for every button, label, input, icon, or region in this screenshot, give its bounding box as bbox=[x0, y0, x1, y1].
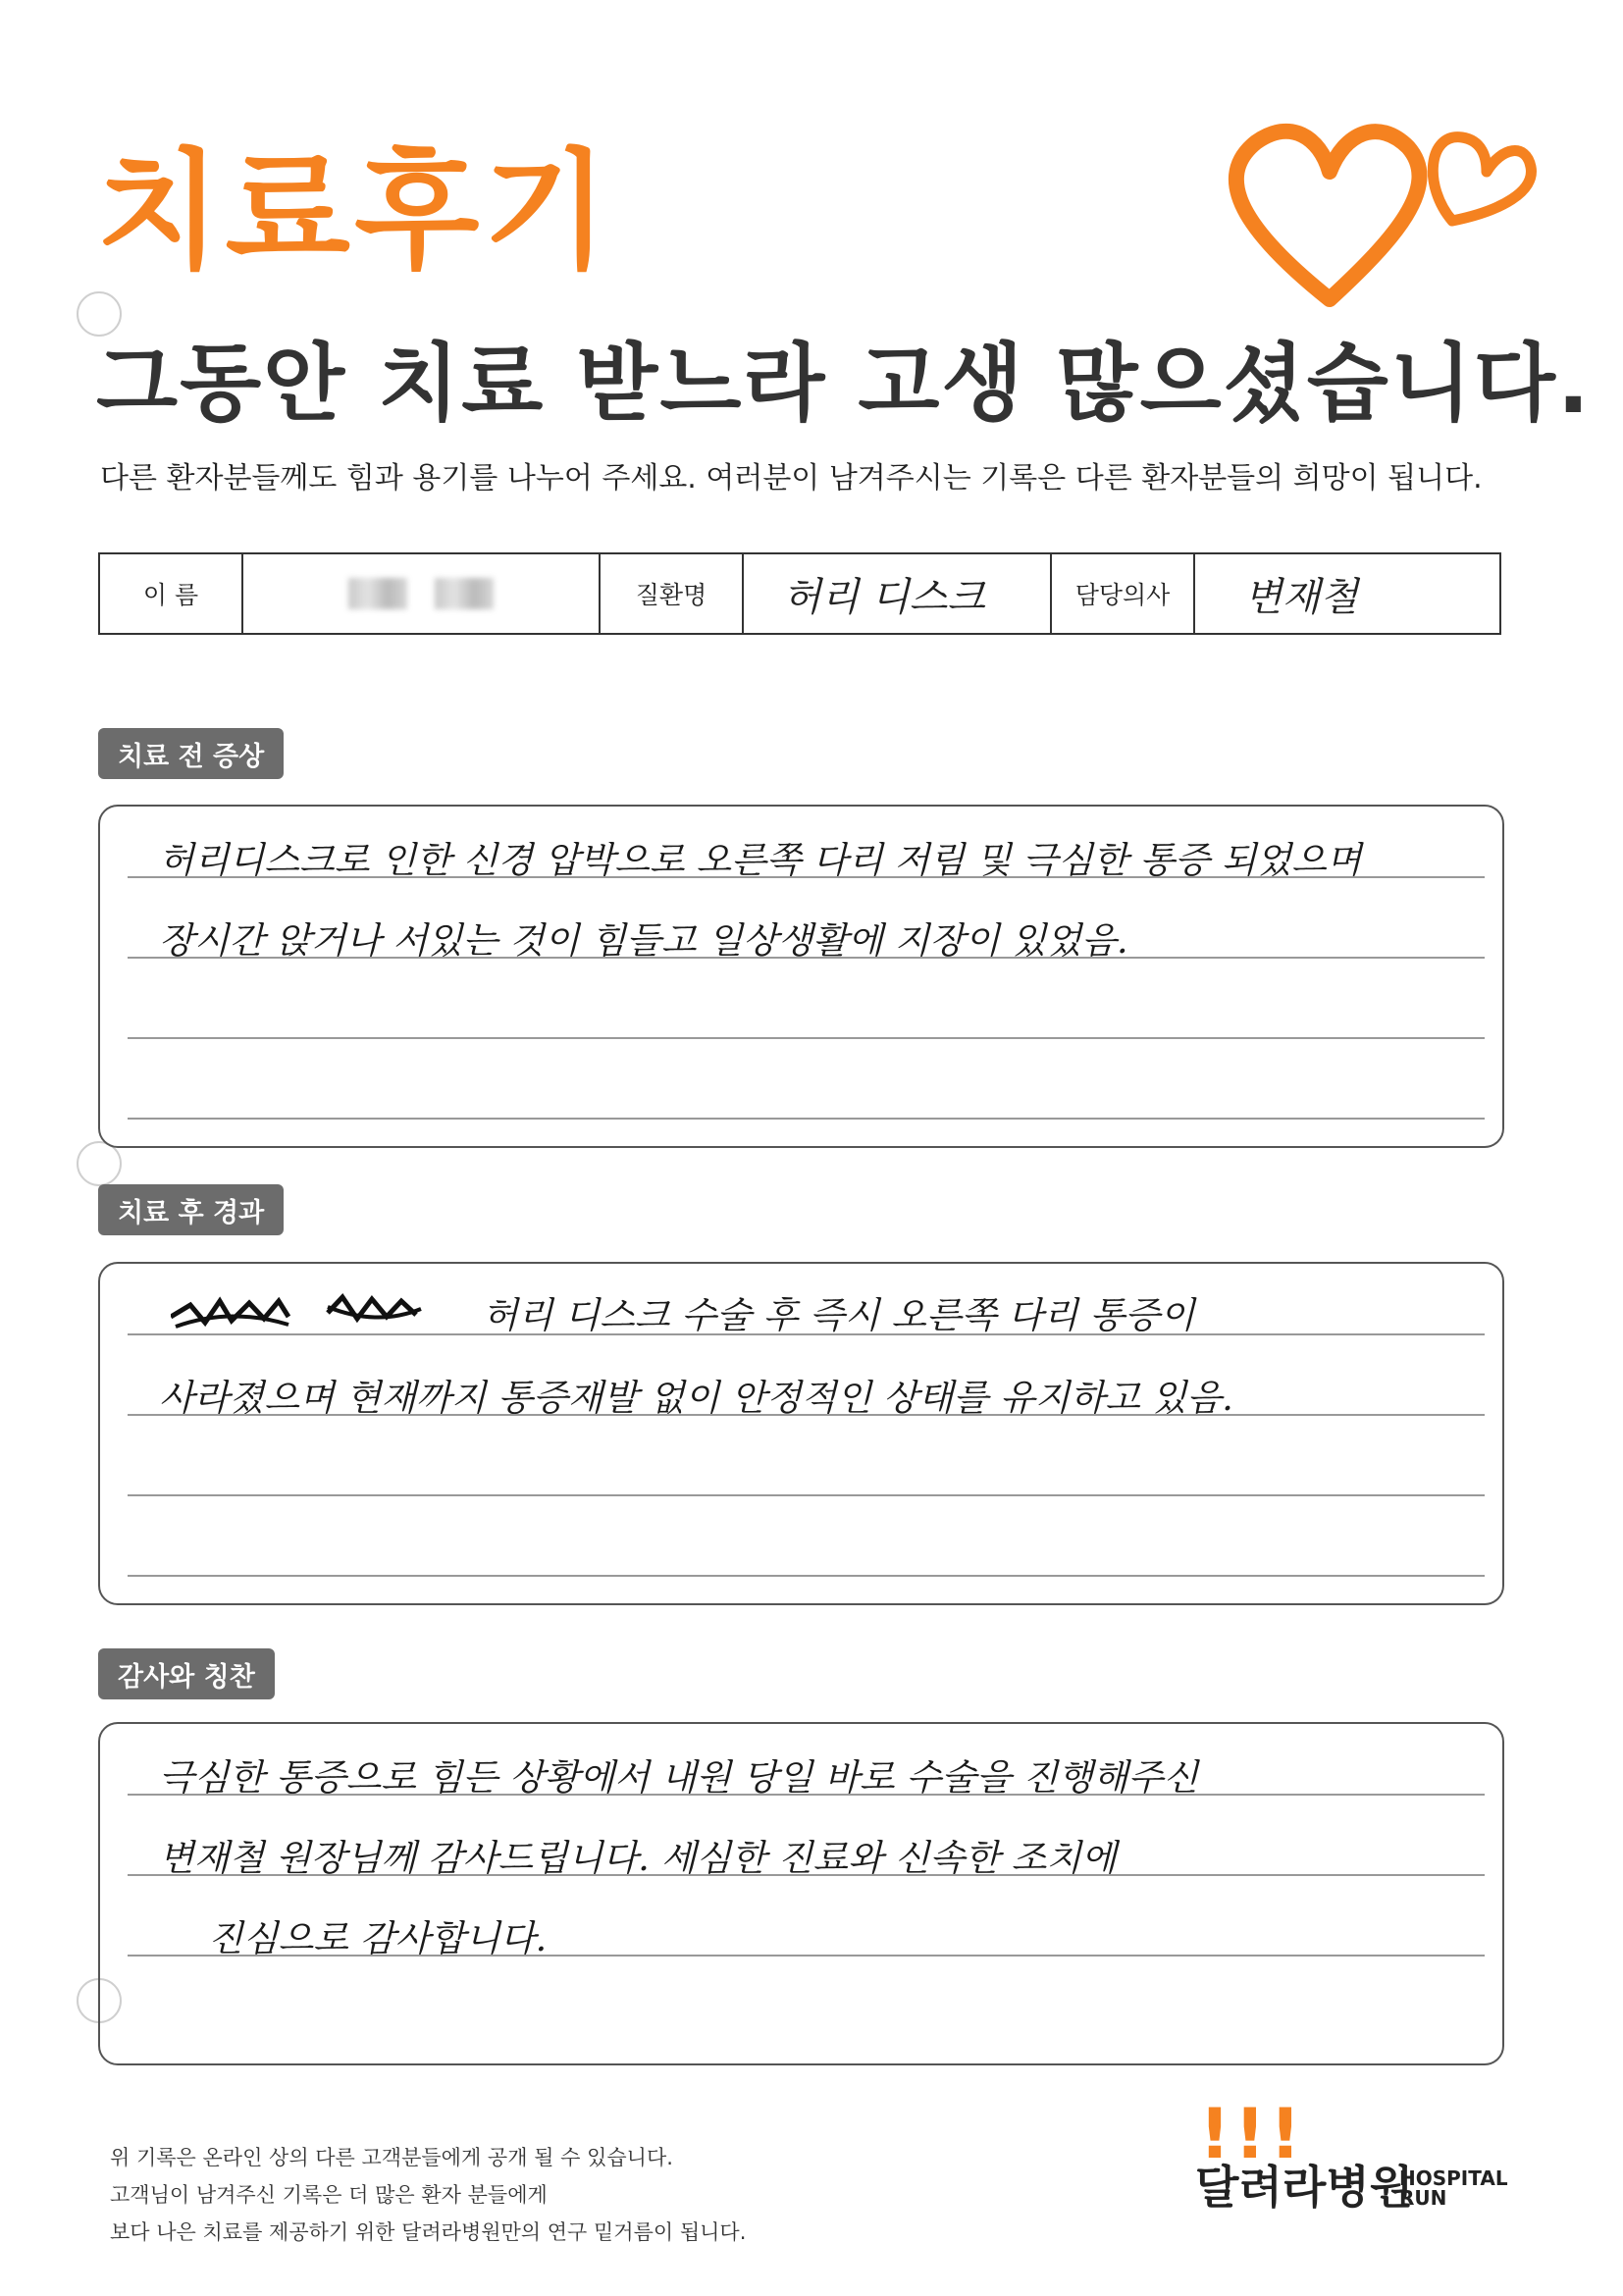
ruled-line bbox=[128, 1333, 1485, 1335]
info-table bbox=[98, 552, 1501, 635]
scribble-strikeout-icon bbox=[171, 1287, 436, 1336]
section-box-thanks bbox=[98, 1722, 1504, 2065]
logo-hospital-name: 달려라병원 bbox=[1195, 2161, 1414, 2214]
section-tag-before: 치료 전 증상 bbox=[98, 728, 284, 779]
ruled-line bbox=[128, 1794, 1485, 1796]
page-title: 치료후기 bbox=[96, 136, 613, 287]
hospital-logo bbox=[1187, 2094, 1521, 2247]
subline: 다른 환자분들께도 힘과 용기를 나누어 주세요. 여러분이 남겨주시는 기록은 다른 환자분들의 희망이 됩니다. bbox=[100, 461, 1483, 496]
ruled-line bbox=[128, 876, 1485, 878]
section-box-after bbox=[98, 1262, 1504, 1605]
handwritten-line: 진심으로 감사합니다. bbox=[208, 1920, 548, 1957]
punch-hole bbox=[77, 291, 122, 337]
handwritten-line: 허리 디스크 수술 후 즉시 오른쪽 다리 통증이 bbox=[483, 1297, 1195, 1333]
handwritten-line: 허리디스크로 인한 신경 압박으로 오른쪽 다리 저림 및 극심한 통증 되었으며 bbox=[159, 842, 1362, 878]
handwritten-line: 사라졌으며 현재까지 통증재발 없이 안정적인 상태를 유지하고 있음. bbox=[159, 1380, 1233, 1416]
footer-notice bbox=[110, 2139, 746, 2251]
doctor-value: 변재철 bbox=[1244, 574, 1358, 620]
disease-label: 질환명 bbox=[601, 554, 744, 633]
ruled-line bbox=[128, 1118, 1485, 1120]
name-label: 이 름 bbox=[100, 554, 243, 633]
logo-exclamation-marks: !!! bbox=[1199, 2094, 1305, 2174]
section-tag-after: 치료 후 경과 bbox=[98, 1184, 284, 1235]
doctor-label: 담당의사 bbox=[1052, 554, 1195, 633]
footer-line: 보다 나은 치료를 제공하기 위한 달려라병원만의 연구 밑거름이 됩니다. bbox=[110, 2220, 747, 2244]
ruled-line bbox=[128, 1955, 1485, 1957]
handwritten-line: 장시간 앉거나 서있는 것이 힘들고 일상생활에 지장이 있었음. bbox=[159, 922, 1128, 959]
logo-sub-line: RUN bbox=[1399, 2186, 1447, 2210]
ruled-line bbox=[128, 1874, 1485, 1876]
ruled-line bbox=[128, 1414, 1485, 1416]
handwritten-line: 변재철 원장님께 감사드립니다. 세심한 진료와 신속한 조치에 bbox=[159, 1840, 1117, 1876]
section-tag-thanks: 감사와 칭찬 bbox=[98, 1648, 275, 1699]
logo-subtitle bbox=[1399, 2168, 1508, 2208]
handwritten-line: 극심한 통증으로 힘든 상황에서 내원 당일 바로 수술을 진행해주신 bbox=[159, 1759, 1199, 1796]
ruled-line bbox=[128, 1037, 1485, 1039]
redacted-name-blur bbox=[348, 578, 494, 609]
name-value-redacted bbox=[243, 554, 601, 633]
logo-sub-line: HOSPITAL bbox=[1399, 2166, 1508, 2190]
footer-line: 고객님이 남겨주신 기록은 더 많은 환자 분들에게 bbox=[110, 2183, 548, 2207]
headline: 그동안 치료 받느라 고생 많으셨습니다. bbox=[96, 335, 1592, 433]
footer-line: 위 기록은 온라인 상의 다른 고객분들에게 공개 될 수 있습니다. bbox=[110, 2146, 673, 2169]
disease-value: 허리 디스크 bbox=[744, 554, 1052, 633]
ruled-line bbox=[128, 1575, 1485, 1577]
ruled-line bbox=[128, 1494, 1485, 1496]
section-box-before bbox=[98, 805, 1504, 1148]
ruled-line bbox=[128, 957, 1485, 959]
hearts-decoration-icon bbox=[1217, 93, 1550, 329]
